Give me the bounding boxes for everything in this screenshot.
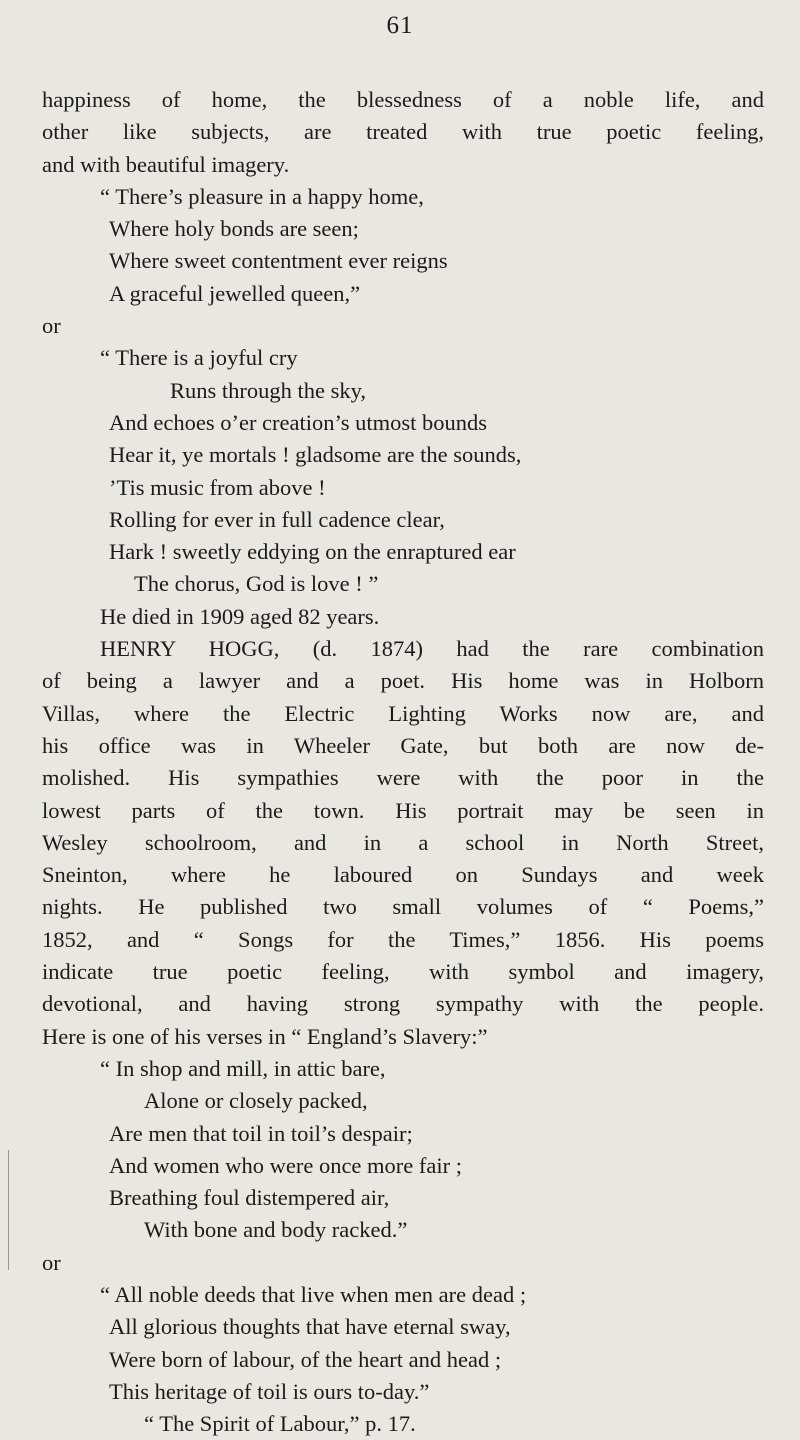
page-number: 61	[386, 12, 414, 39]
prose-line: Wesley schoolroom, and in a school in North Street,	[42, 829, 764, 855]
prose-line: Villas, where the Electric Lighting Works now are, and	[42, 700, 764, 726]
verse-line: ’Tis music from above !	[109, 474, 326, 500]
page-body	[42, 84, 764, 1440]
verse-line: And women who were once more fair ;	[109, 1152, 463, 1178]
verse-line: Where holy bonds are seen;	[109, 216, 359, 242]
verse-line: A graceful jewelled queen,”	[109, 280, 361, 306]
page-edge-shadow	[8, 1150, 9, 1270]
verse-line: Are men that toil in toil’s despair;	[109, 1120, 413, 1146]
prose-line: lowest parts of the town. His portrait may be seen in	[42, 797, 764, 823]
verse-line: “ In shop and mill, in attic bare,	[100, 1055, 386, 1081]
verse-line: Hear it, ye mortals ! gladsome are the sounds,	[109, 442, 522, 468]
connective-or: or	[42, 313, 61, 339]
prose-line: and with beautiful imagery.	[42, 151, 290, 177]
verse-line: The chorus, God is love ! ”	[134, 571, 379, 597]
verse-line: “ All noble deeds that live when men are dead ;	[100, 1281, 527, 1307]
verse-line: Breathing foul distempered air,	[109, 1185, 390, 1211]
prose-line: molished. His sympathies were with the poor in the	[42, 765, 764, 791]
citation-line: “ The Spirit of Labour,” p. 17.	[144, 1411, 416, 1437]
verse-line: All glorious thoughts that have eternal sway,	[109, 1314, 511, 1340]
prose-line: indicate true poetic feeling, with symbol and imagery,	[42, 959, 764, 985]
verse-line: “ There is a joyful cry	[100, 345, 298, 371]
prose-line: Sneinton, where he laboured on Sundays and week	[42, 862, 764, 888]
verse-line: This heritage of toil is ours to-day.”	[109, 1378, 430, 1404]
verse-line: Where sweet contentment ever reigns	[109, 248, 448, 274]
verse-line: Were born of labour, of the heart and head ;	[109, 1346, 502, 1372]
verse-line: And echoes o’er creation’s utmost bounds	[109, 409, 488, 435]
prose-line: happiness of home, the blessedness of a noble life, and	[42, 87, 764, 112]
connective-or: or	[42, 1249, 61, 1275]
prose-line: his office was in Wheeler Gate, but both are now de-	[42, 732, 764, 758]
verse-line: Rolling for ever in full cadence clear,	[109, 506, 445, 532]
prose-line: devotional, and having strong sympathy with the people.	[42, 991, 764, 1017]
verse-line: “ There’s pleasure in a happy home,	[100, 183, 424, 209]
prose-line: Here is one of his verses in “ England’s Slavery:”	[42, 1023, 488, 1049]
prose-line: HENRY HOGG, (d. 1874) had the rare combination	[100, 636, 764, 662]
prose-line: other like subjects, are treated with true poetic feeling,	[42, 119, 764, 145]
verse-line: With bone and body racked.”	[144, 1217, 408, 1243]
verse-line: Alone or closely packed,	[144, 1088, 368, 1114]
prose-line: 1852, and “ Songs for the Times,” 1856. His poems	[42, 926, 764, 952]
prose-line: He died in 1909 aged 82 years.	[100, 603, 380, 629]
prose-line: of being a lawyer and a poet. His home was in Holborn	[42, 668, 764, 694]
verse-line: Hark ! sweetly eddying on the enraptured ear	[109, 539, 516, 565]
prose-line: nights. He published two small volumes of “ Poems,”	[42, 894, 764, 920]
verse-line: Runs through the sky,	[170, 377, 367, 403]
